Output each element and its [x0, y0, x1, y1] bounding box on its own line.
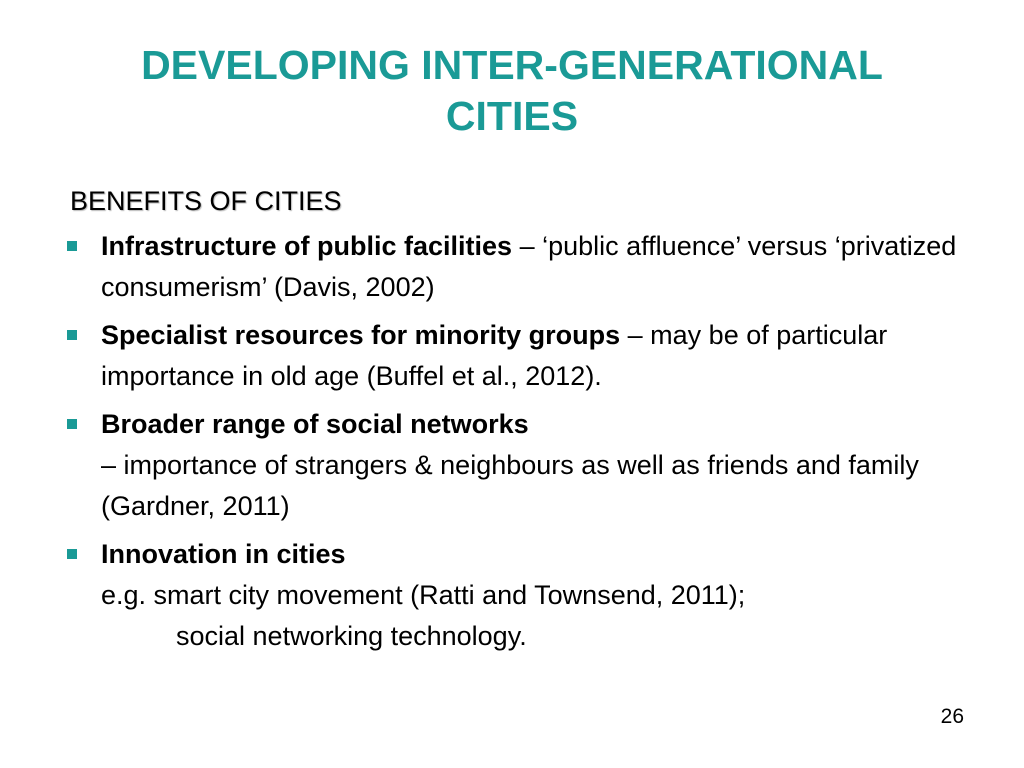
- square-bullet-icon: [67, 549, 77, 559]
- square-bullet-icon: [67, 241, 77, 251]
- section-heading: BENEFITS OF CITIES: [70, 186, 342, 216]
- slide-title-line-2: CITIES: [445, 93, 579, 139]
- bullet-text: – importance of strangers & neighbours as well as friends and family (Gardner, 2011): [101, 450, 919, 521]
- bullet-lead: Specialist resources for minority groups: [101, 320, 621, 350]
- page-number: 26: [940, 705, 964, 728]
- slide-title: [40, 40, 984, 142]
- bullet-list: [64, 226, 964, 664]
- bullet-text-continuation: social networking technology.: [176, 621, 527, 651]
- bullet-lead: Infrastructure of public facilities: [101, 231, 513, 261]
- bullet-item-specialist-resources: [64, 315, 964, 397]
- square-bullet-icon: [67, 330, 77, 340]
- bullet-lead: Innovation in cities: [101, 539, 346, 569]
- bullet-text: – may be of particular importance in old age (Buffel et al., 2012).: [101, 320, 888, 391]
- bullet-text: – ‘public affluence’ versus ‘privatized consumerism’ (Davis, 2002): [101, 231, 957, 302]
- bullet-lead: Broader range of social networks: [101, 409, 529, 439]
- bullet-text: e.g. smart city movement (Ratti and Townsend, 2011);: [101, 580, 746, 610]
- bullet-item-social-networks: [64, 404, 964, 527]
- bullet-item-innovation: [64, 534, 964, 657]
- slide-title-line-1: DEVELOPING INTER-GENERATIONAL: [141, 42, 883, 88]
- bullet-item-infrastructure: [64, 226, 964, 308]
- square-bullet-icon: [67, 419, 77, 429]
